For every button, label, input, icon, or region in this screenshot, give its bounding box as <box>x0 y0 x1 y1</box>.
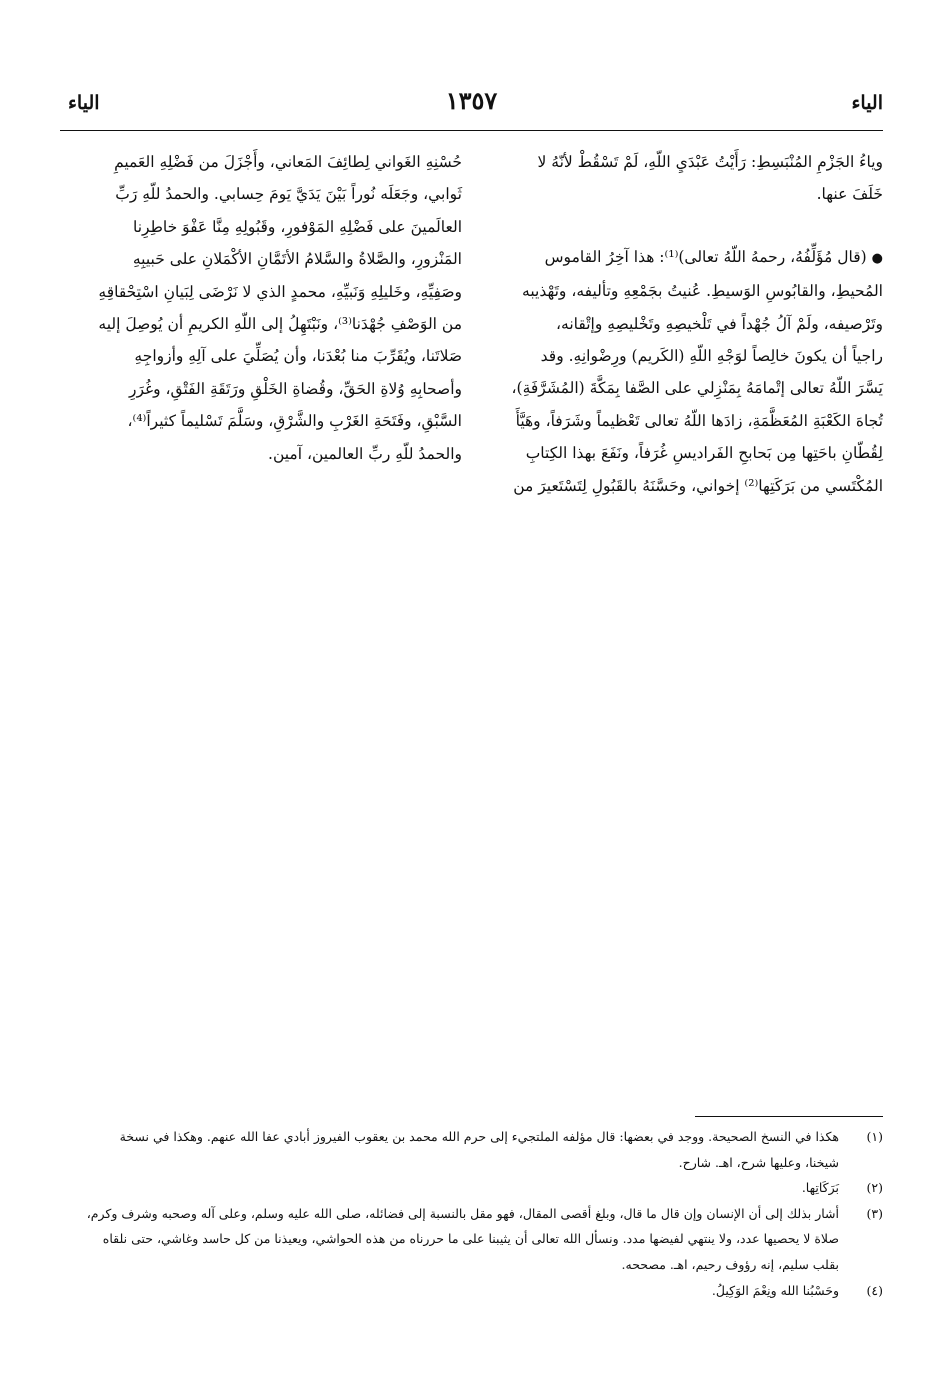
text-line: راجياً أن يكونَ خالِصاً لوَجْهِ اللّهِ (الكَريم) ورِضْوانِهِ. وقد <box>540 347 883 366</box>
text-line: ثَوابي، وجَعَلَه نُوراً بَيْنَ يَدَيَّ يَومَ حِسابي. والحمدُ للّهِ رَبِّ <box>115 185 462 204</box>
bullet-icon: ● <box>871 250 883 266</box>
footnote-line: بَرَكَاتِها. <box>801 1180 839 1196</box>
text-span: (قال مُؤَلِّفُهُ، رحمهُ اللّهُ تعالى)⁽¹⁾: هذا آخِرُ القاموس <box>544 247 867 266</box>
text-line: المُحيطِ، والقابُوسِ الوَسيطِ. عُنيتُ بجَمْعِهِ وتأليفه، وتَهْذيبه <box>522 282 883 301</box>
footnote-number: (٢) <box>866 1180 883 1196</box>
right-column <box>489 146 883 502</box>
footnote-rule <box>695 1116 883 1117</box>
footnote-line: وحَسْبُنا الله ونِعْمَ الوَكِيلُ. <box>711 1282 839 1298</box>
text-line: وصَفِيِّهِ، وخَليلِهِ وَنَبيِّهِ، محمدٍ الذي لا نَرْضَى لِبَيانِ اسْتِحْقاقِهِ <box>98 282 462 301</box>
text-line: المُكْتَسي من بَرَكَتِها⁽²⁾ إخواني، وحَسَّنَهُ بالقَبُولِ لِتَسْتَعيرَ من <box>513 476 883 495</box>
footnote-text <box>62 1278 839 1304</box>
text-line: وأصحابِهِ وُلاةِ الحَقِّ، وقُضاةِ الخَلْقِ ورَتَقَةِ الفَتْقِ، وغُرَرِ <box>128 379 462 398</box>
text-line: العالَمينَ على فَضْلِهِ المَوْفورِ، وقَبُولِهِ مِنَّا عَفْوَ خاطِرِنا <box>132 217 462 236</box>
paragraph-2 <box>489 241 883 502</box>
text-line: تُجاهَ الكَعْبَةِ المُعَظَّمَةِ، زادَها اللّهُ تعالى تَعْظيماً وشَرَفاً، وهَيَّأَ <box>515 411 883 430</box>
footnote <box>62 1278 883 1304</box>
text-line: المَنْزورِ، والصَّلاةُ والسَّلامُ الأتَمَّانِ الأكْمَلانِ على حَبيبِهِ <box>132 250 462 269</box>
text-line: السَّبْقِ، وفَتَحَةِ الغَرْبِ والشَّرْقِ، وسَلَّمَ تَسْليماً كثيراً⁽⁴⁾، <box>127 412 462 431</box>
footnotes <box>62 1124 883 1303</box>
footnote-text <box>62 1175 839 1201</box>
page-number: ١٣٥٧ <box>445 86 498 115</box>
footnote-text <box>62 1124 839 1175</box>
footnote <box>62 1175 883 1201</box>
footnote-line: صلاة لا يحصيها عدد، ولا ينتهي لفيضها مدد. ونسأل الله تعالى أن يثيبنا على ما حررناه من هذه الحواشي، ويعيذنا من كل حاسد وغاشي، حتى نلقاه <box>102 1231 839 1247</box>
text-line <box>489 241 883 275</box>
text-line: والحمدُ للّهِ ربِّ العالمين، آمين. <box>268 444 462 463</box>
footnote <box>62 1201 883 1278</box>
footnote-text <box>62 1201 839 1278</box>
footnote-line: هكذا في النسخ الصحيحة. ووجد في بعضها: قال مؤلفه الملتجيء إلى حرم الله محمد بن يعقوب الفيروز أبادي عفا الله عنهم. وهكذا في نسخة <box>119 1129 839 1144</box>
footnote-number: (١) <box>866 1129 883 1144</box>
left-column <box>64 146 462 470</box>
text-line: حُسْنِهِ الغَواني لِطائِفَ المَعاني، وأَجْزَلَ من فَضْلِهِ العَميمِ <box>114 153 462 171</box>
footnote-line: بقلب سليم، إنه رؤوف رحيم، اهـ. مصححه. <box>621 1256 839 1272</box>
text-line: وتَرْصيفه، ولَمْ آلُ جُهْداً في تَلْخيصِهِ وتَخْليصِهِ وإتْقانه، <box>556 314 883 333</box>
footnote-number: (٤) <box>866 1282 883 1298</box>
footnote-line: أشار بذلك إلى أن الإنسان وإن قال ما قال، وبلغ أقصى المقال، فهو مقل بالنسبة إلى فضائله، صلى الله عليه وسلم، وعلى آله وصحبه وشرف وكرم، <box>86 1205 839 1221</box>
text-line: صَلاتَنا، ويُقَرِّبَ منا بُعْدَنا، وأن يُصَلِّيَ على آلِهِ وأزواجِهِ <box>134 347 462 366</box>
header-rule <box>60 130 883 131</box>
text-line: يَسَّرَ اللّهُ تعالى إتْمامَهُ بِمَنْزِلي على الصَّفا بِمَكَّةَ (المُشَرَّفَةِ)، <box>511 379 883 398</box>
footnote-line: شيخنا، وعليها شرح، اهـ. شارح. <box>678 1154 839 1170</box>
paragraph-gap <box>489 211 883 241</box>
text-line: وياءُ الجَزْمِ المُنْبَسِطِ: رَأَيْتُ عَبْدَيِ اللّهِ، لَمْ تَسْقُطْ لأنّهُ لا <box>537 153 883 171</box>
text-line: لِقُطّانِ باحَتِها مِن بَحابحِ الفَراديسِ غُرَفاً، ونَفَعَ بهذا الكِتابِ <box>525 444 883 463</box>
text-line: خَلَفَ عنها. <box>816 185 883 204</box>
running-head-right: الياء <box>851 92 883 114</box>
text-line: من الوَصْفِ جُهْدَنا⁽³⁾، ونَبْتَهِلُ إلى اللّهِ الكريمِ أن يُوصِلَ إليه <box>98 315 462 334</box>
paragraph-1 <box>489 146 883 211</box>
running-head-left: الياء <box>68 92 100 114</box>
paragraph-3 <box>64 146 462 470</box>
footnote <box>62 1124 883 1175</box>
footnote-number: (٣) <box>866 1205 883 1221</box>
